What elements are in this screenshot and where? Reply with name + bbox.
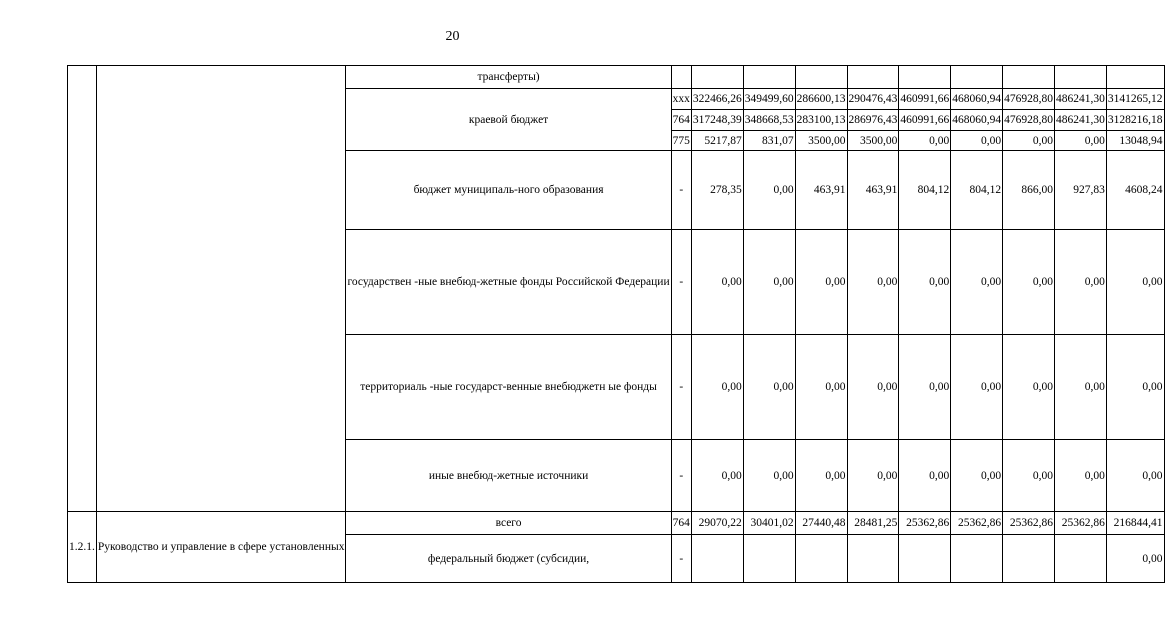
source-label: краевой бюджет — [346, 89, 671, 151]
value-cell: 0,00 — [899, 440, 951, 512]
total-cell: 0,00 — [1106, 440, 1164, 512]
value-cell: 349499,60 — [743, 89, 795, 110]
code-cell: - — [671, 535, 691, 583]
value-cell: 29070,22 — [691, 512, 743, 535]
source-label: бюджет муниципаль-ного образования — [346, 151, 671, 230]
code-cell: xxx — [671, 89, 691, 110]
value-cell: 3500,00 — [795, 131, 847, 151]
value-cell: 348668,53 — [743, 110, 795, 131]
value-cell: 3500,00 — [847, 131, 899, 151]
value-cell: 0,00 — [951, 131, 1003, 151]
value-cell: 30401,02 — [743, 512, 795, 535]
value-cell: 0,00 — [899, 230, 951, 335]
value-cell: 0,00 — [847, 335, 899, 440]
source-label: федеральный бюджет (субсидии, — [346, 535, 671, 583]
value-cell: 0,00 — [1055, 230, 1107, 335]
value-cell: 0,00 — [691, 230, 743, 335]
value-cell: 278,35 — [691, 151, 743, 230]
value-cell: 25362,86 — [1003, 512, 1055, 535]
value-cell: 317248,39 — [691, 110, 743, 131]
total-cell: 0,00 — [1106, 335, 1164, 440]
value-cell: 486241,30 — [1055, 110, 1107, 131]
value-cell: 476928,80 — [1003, 89, 1055, 110]
value-cell: 0,00 — [847, 230, 899, 335]
code-cell: 764 — [671, 110, 691, 131]
total-cell: 3141265,12 — [1106, 89, 1164, 110]
source-label: территориаль -ные государст-венные внебюджетн ые фонды — [346, 335, 671, 440]
value-cell: 460991,66 — [899, 110, 951, 131]
value-cell: 0,00 — [899, 131, 951, 151]
code-cell: - — [671, 440, 691, 512]
value-cell: 25362,86 — [1055, 512, 1107, 535]
value-cell: 283100,13 — [795, 110, 847, 131]
code-cell: - — [671, 335, 691, 440]
value-cell: 463,91 — [847, 151, 899, 230]
cell-number-empty — [68, 66, 97, 512]
value-cell: 0,00 — [743, 440, 795, 512]
source-label: всего — [346, 512, 671, 535]
value-cell: 0,00 — [795, 440, 847, 512]
item-number: 1.2.1. — [68, 512, 97, 583]
source-label: государствен -ные внебюд-жетные фонды Российской Федерации — [346, 230, 671, 335]
value-cell: 28481,25 — [847, 512, 899, 535]
total-cell: 0,00 — [1106, 535, 1164, 583]
cell-name-empty — [96, 66, 346, 512]
value-cell: 290476,43 — [847, 89, 899, 110]
value-cell: 27440,48 — [795, 512, 847, 535]
value-cell: 0,00 — [691, 440, 743, 512]
value-cell: 25362,86 — [951, 512, 1003, 535]
value-cell: 460991,66 — [899, 89, 951, 110]
value-cell: 0,00 — [847, 440, 899, 512]
value-cell: 486241,30 — [1055, 89, 1107, 110]
value-cell: 0,00 — [951, 440, 1003, 512]
value-cell: 927,83 — [1055, 151, 1107, 230]
value-cell: 25362,86 — [899, 512, 951, 535]
code-cell: 764 — [671, 512, 691, 535]
total-cell: 4608,24 — [1106, 151, 1164, 230]
value-cell: 0,00 — [743, 151, 795, 230]
value-cell: 831,07 — [743, 131, 795, 151]
total-cell: 13048,94 — [1106, 131, 1164, 151]
value-cell: 0,00 — [1055, 440, 1107, 512]
value-cell: 0,00 — [743, 335, 795, 440]
budget-table — [67, 65, 1165, 583]
code-cell: - — [671, 151, 691, 230]
value-cell: 866,00 — [1003, 151, 1055, 230]
value-cell: 0,00 — [1003, 230, 1055, 335]
value-cell: 463,91 — [795, 151, 847, 230]
value-cell: 468060,94 — [951, 89, 1003, 110]
item-name: Руководство и управление в сфере установленных — [96, 512, 346, 583]
value-cell: 5217,87 — [691, 131, 743, 151]
value-cell: 804,12 — [951, 151, 1003, 230]
source-label: иные внебюд-жетные источники — [346, 440, 671, 512]
source-label: трансферты) — [346, 66, 671, 89]
value-cell: 0,00 — [691, 335, 743, 440]
value-cell: 286600,13 — [795, 89, 847, 110]
value-cell: 0,00 — [1055, 131, 1107, 151]
value-cell: 286976,43 — [847, 110, 899, 131]
value-cell: 0,00 — [951, 230, 1003, 335]
value-cell: 0,00 — [1003, 335, 1055, 440]
value-cell: 0,00 — [951, 335, 1003, 440]
value-cell: 476928,80 — [1003, 110, 1055, 131]
value-cell: 0,00 — [795, 335, 847, 440]
total-cell: 216844,41 — [1106, 512, 1164, 535]
table-row-transfers — [68, 66, 1165, 89]
value-cell: 0,00 — [899, 335, 951, 440]
page-number: 20 — [445, 29, 460, 44]
value-cell: 322466,26 — [691, 89, 743, 110]
table-row-item-121 — [68, 512, 1165, 535]
total-cell: 3128216,18 — [1106, 110, 1164, 131]
code-cell: - — [671, 230, 691, 335]
value-cell: 468060,94 — [951, 110, 1003, 131]
value-cell: 0,00 — [795, 230, 847, 335]
value-cell: 804,12 — [899, 151, 951, 230]
value-cell: 0,00 — [743, 230, 795, 335]
value-cell: 0,00 — [1003, 440, 1055, 512]
total-cell: 0,00 — [1106, 230, 1164, 335]
code-cell: 775 — [671, 131, 691, 151]
value-cell: 0,00 — [1003, 131, 1055, 151]
value-cell: 0,00 — [1055, 335, 1107, 440]
